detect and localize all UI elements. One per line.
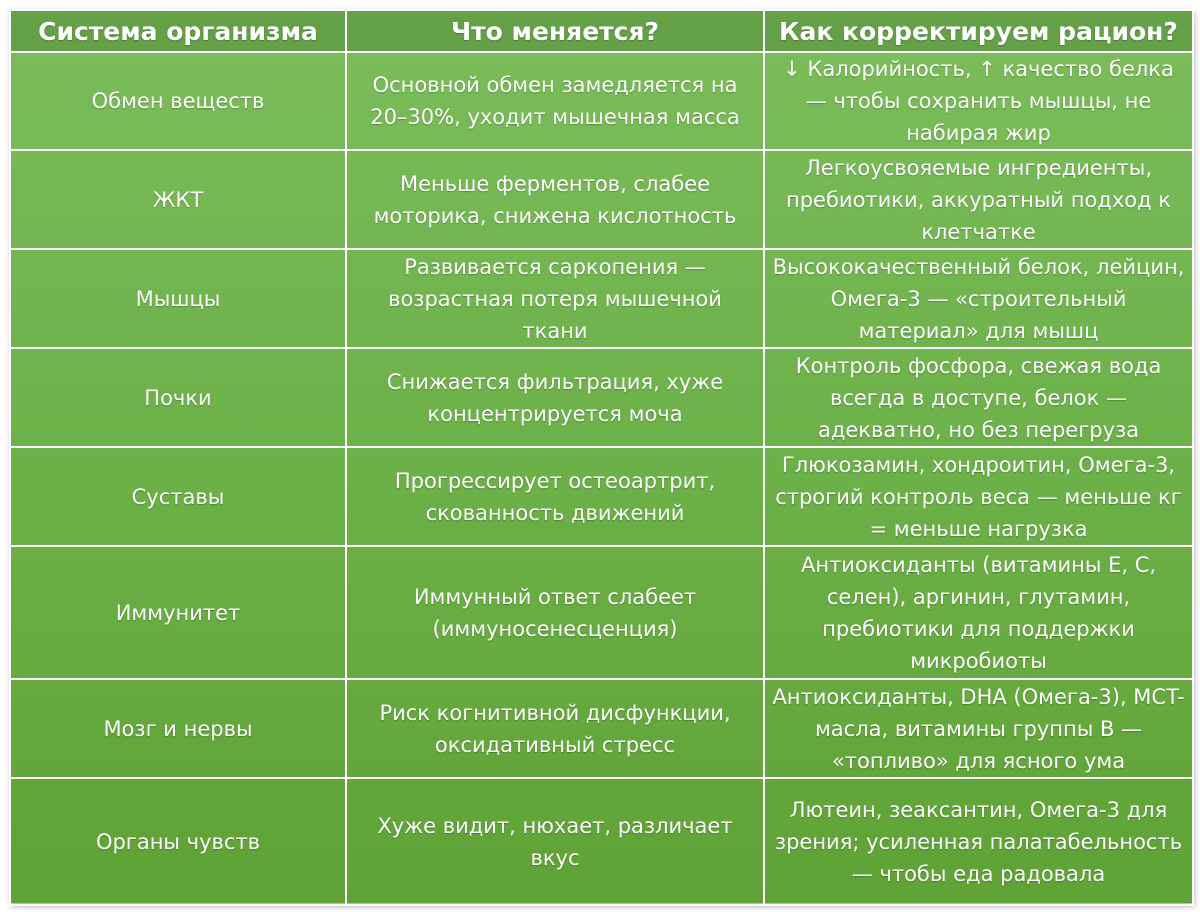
cell-changes: Меньше ферментов, слабее моторика, снижена кислотность xyxy=(346,150,764,249)
cell-changes: Основной обмен замедляется на 20–30%, уходит мышечная масса xyxy=(346,52,764,150)
cell-changes: Иммунный ответ слабеет (иммуносенесценция) xyxy=(346,546,764,679)
cell-diet: Легкоусвояемые ингредиенты, пребиотики, аккуратный подход к клетчатке xyxy=(764,150,1193,249)
table-row xyxy=(10,679,1193,778)
table-container xyxy=(9,9,1192,903)
cell-changes: Хуже видит, нюхает, различает вкус xyxy=(346,778,764,905)
table-row xyxy=(10,150,1193,249)
cell-system: Органы чувств xyxy=(10,778,346,905)
cell-diet: Высококачественный белок, лейцин, Омега-3 — «строительный материал» для мышц xyxy=(764,249,1193,348)
table-row xyxy=(10,447,1193,546)
cell-diet: Контроль фосфора, свежая вода всегда в доступе, белок — адекватно, но без перегруза xyxy=(764,348,1193,447)
cell-changes: Прогрессирует остеоартрит, скованность движений xyxy=(346,447,764,546)
cell-system: Обмен веществ xyxy=(10,52,346,150)
table-row xyxy=(10,52,1193,150)
cell-changes: Риск когнитивной дисфункции, оксидативный стресс xyxy=(346,679,764,778)
cell-system: Иммунитет xyxy=(10,546,346,679)
cell-system: Мышцы xyxy=(10,249,346,348)
cell-changes: Развивается саркопения — возрастная потеря мышечной ткани xyxy=(346,249,764,348)
nutrition-table xyxy=(9,9,1194,906)
table-row xyxy=(10,249,1193,348)
cell-system: Мозг и нервы xyxy=(10,679,346,778)
cell-system: ЖКТ xyxy=(10,150,346,249)
cell-diet: Глюкозамин, хондроитин, Омега-3, строгий контроль веса — меньше кг = меньше нагрузка xyxy=(764,447,1193,546)
table-row xyxy=(10,546,1193,679)
header-row xyxy=(10,10,1193,52)
cell-diet: Антиоксиданты, DHA (Омега-3), MCT-масла, витамины группы B — «топливо» для ясного ума xyxy=(764,679,1193,778)
cell-system: Почки xyxy=(10,348,346,447)
cell-changes: Снижается фильтрация, хуже концентрируется моча xyxy=(346,348,764,447)
cell-diet: Лютеин, зеаксантин, Омега-3 для зрения; усиленная палатабельность — чтобы еда радовала xyxy=(764,778,1193,905)
header-changes: Что меняется? xyxy=(346,10,764,52)
table-row xyxy=(10,778,1193,905)
header-system: Система организма xyxy=(10,10,346,52)
cell-diet: Антиоксиданты (витамины Е, С, селен), аргинин, глутамин, пребиотики для поддержки микробиоты xyxy=(764,546,1193,679)
cell-system: Суставы xyxy=(10,447,346,546)
header-diet: Как корректируем рацион? xyxy=(764,10,1193,52)
table-row xyxy=(10,348,1193,447)
cell-diet: ↓ Калорийность, ↑ качество белка — чтобы сохранить мышцы, не набирая жир xyxy=(764,52,1193,150)
